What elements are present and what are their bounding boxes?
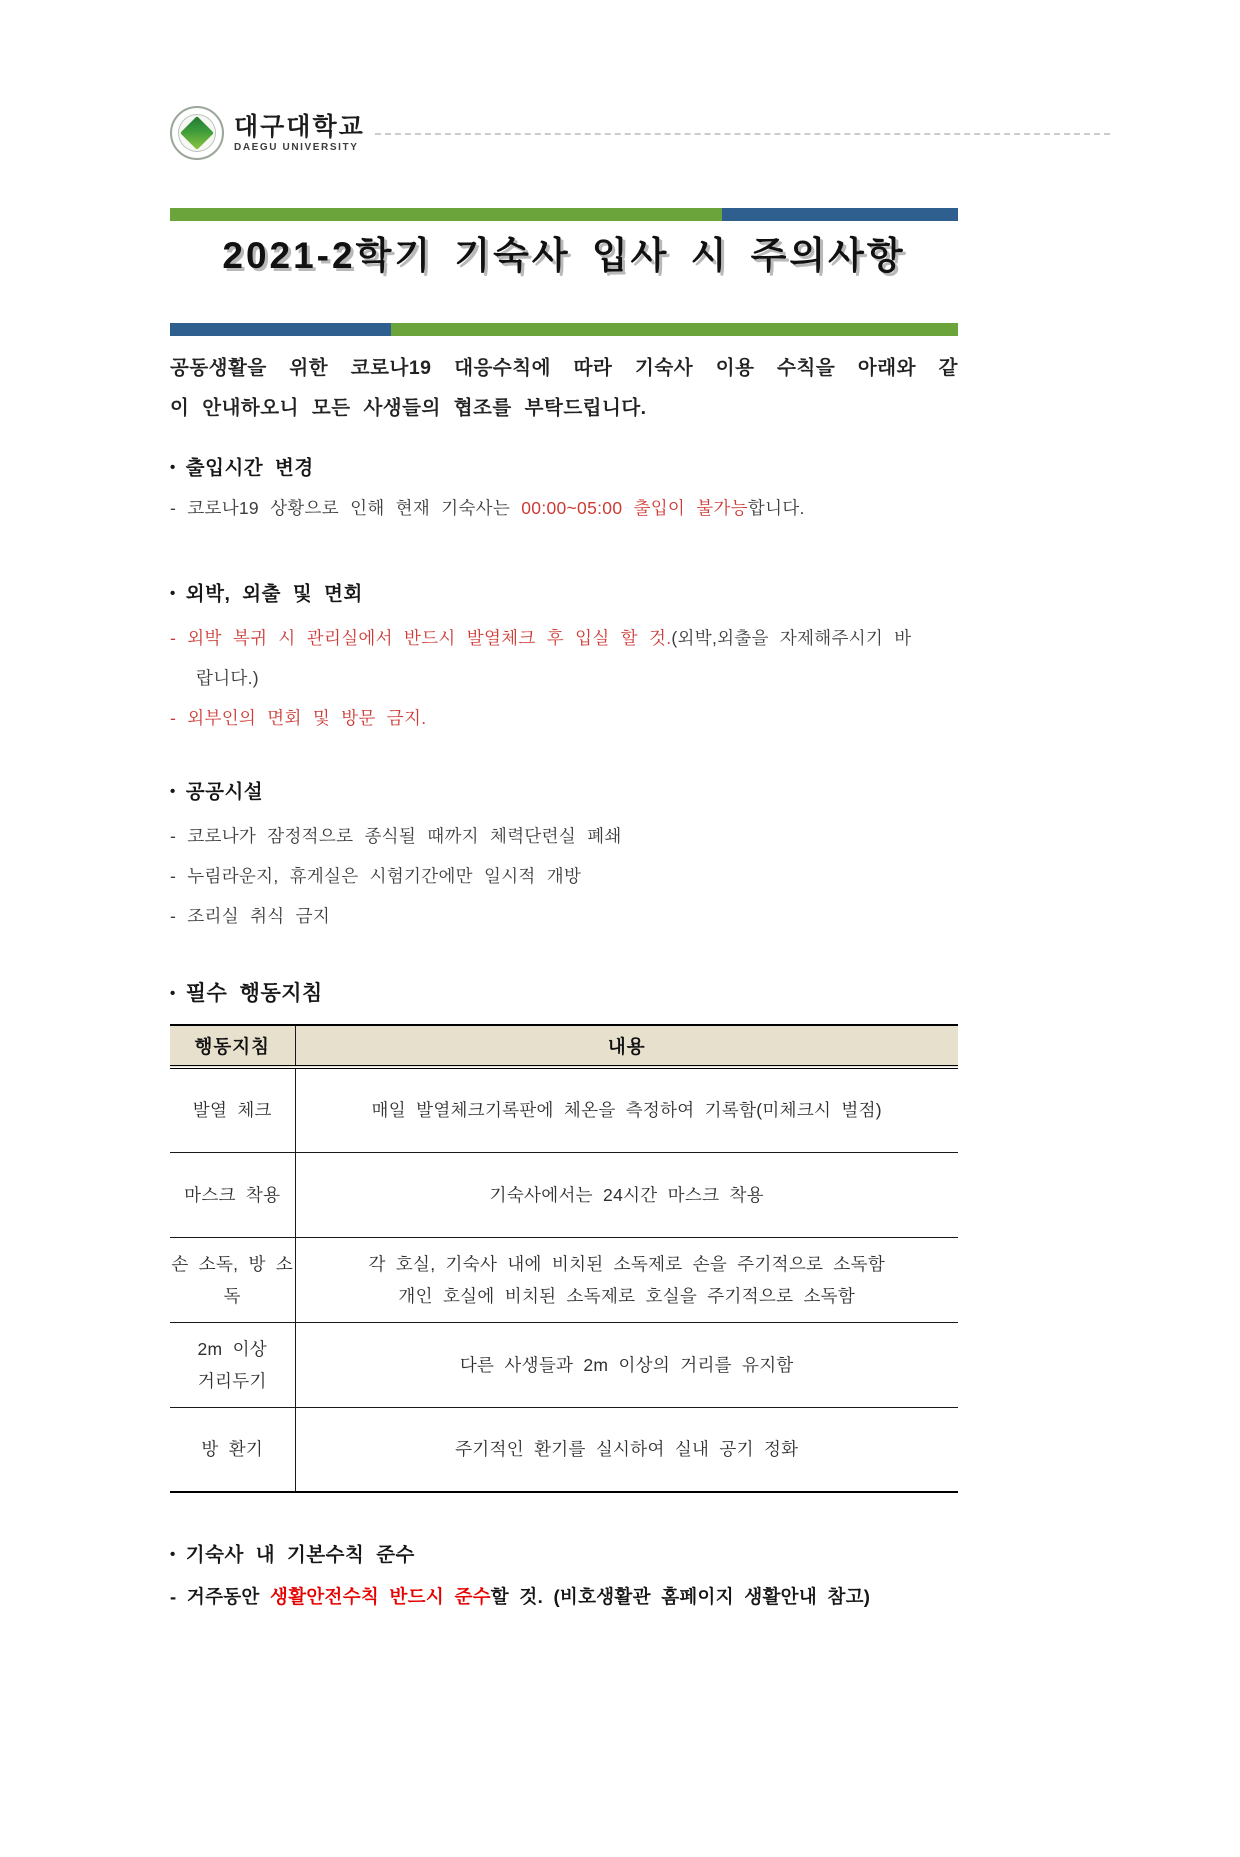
facilities-item: - 누림라운지, 휴게실은 시험기간에만 일시적 개방 <box>170 866 582 886</box>
bullet-icon: • <box>170 1546 176 1563</box>
bullet-icon: • <box>170 985 176 1002</box>
intro-line-1: 공동생활을 위한 코로나19 대응수칙에 따라 기숙사 이용 수칙을 아래와 같 <box>170 357 958 379</box>
facilities-item: - 조리실 취식 금지 <box>170 906 331 926</box>
section-heading-facilities <box>170 778 958 808</box>
outing-item1-paren-text: (외박,외출을 자제해주시기 바 <box>671 628 912 648</box>
bar-blue-segment <box>170 323 391 336</box>
document-body <box>170 208 958 1617</box>
table-row <box>170 1407 958 1492</box>
section-heading-text: 필수 행동지침 <box>185 982 323 1005</box>
logo-text-block <box>234 113 365 154</box>
header-dotted-divider <box>375 133 1110 135</box>
cell-action-line: 2m 이상 <box>197 1338 267 1359</box>
cell-content-line: 각 호실, 기숙사 내에 비치된 소독제로 손을 주기적으로 소독함 <box>368 1253 886 1274</box>
section-heading-basic-rules <box>170 1541 958 1571</box>
table-row <box>170 1067 958 1152</box>
table-row <box>170 1152 958 1237</box>
outing-item-1-continuation: 랍니다.) <box>196 668 259 688</box>
logo-korean-name: 대구대학교 <box>234 112 365 141</box>
cell-action: 마스크 착용 <box>170 1152 295 1237</box>
cell-content <box>295 1237 958 1322</box>
bar-blue-segment <box>722 208 958 221</box>
entry-time-item <box>170 488 958 528</box>
bar-green-segment <box>391 323 958 336</box>
bar-green-segment <box>170 208 722 221</box>
cell-action: 발열 체크 <box>170 1067 295 1152</box>
outing-item1-red-text: - 외박 복귀 시 관리실에서 반드시 발열체크 후 입실 할 것. <box>170 628 672 648</box>
entry-item-text: - 코로나19 상황으로 인해 현재 기숙사는 <box>170 498 522 518</box>
bullet-icon: • <box>170 585 176 602</box>
page-title: 2021-2학기 기숙사 입사 시 주의사항 <box>222 235 906 276</box>
table-row <box>170 1237 958 1322</box>
cell-content-line: 개인 호실에 비치된 소독제로 호실을 주기적으로 소독함 <box>398 1285 856 1306</box>
logo-diamond-shape <box>180 116 214 150</box>
column-header-content: 내용 <box>295 1025 958 1067</box>
rules-item-tail-text: 할 것. (비호생활관 홈페이지 생활안내 참고) <box>490 1586 871 1607</box>
university-logo-icon <box>170 106 224 160</box>
cell-content: 매일 발열체크기록판에 체온을 측정하여 기록함(미체크시 벌점) <box>295 1067 958 1152</box>
facilities-item: - 코로나가 잠정적으로 종식될 때까지 체력단련실 폐쇄 <box>170 826 622 846</box>
section-heading-text: 공공시설 <box>185 781 264 803</box>
section-heading-text: 외박, 외출 및 면회 <box>185 583 363 605</box>
cell-content: 기숙사에서는 24시간 마스크 착용 <box>295 1152 958 1237</box>
intro-line-2: 이 안내하오니 모든 사생들의 협조를 부탁드립니다. <box>170 397 647 419</box>
cell-action-line: 거리두기 <box>197 1370 267 1391</box>
bullet-icon: • <box>170 459 176 476</box>
outing-item-2 <box>170 698 958 738</box>
guidelines-table <box>170 1024 958 1493</box>
rules-item-text: - 거주동안 <box>170 1586 271 1607</box>
logo-english-name: DAEGU UNIVERSITY <box>234 141 359 153</box>
section-heading-outing <box>170 580 958 610</box>
entry-item-tail-text: 합니다. <box>747 498 805 518</box>
section-heading-guidelines <box>170 980 958 1010</box>
cell-action: 손 소독, 방 소독 <box>170 1237 295 1322</box>
outing-item-1 <box>170 618 958 658</box>
section-heading-entry-time <box>170 454 958 484</box>
section-heading-text: 기숙사 내 기본수칙 준수 <box>185 1544 415 1566</box>
section-heading-text: 출입시간 변경 <box>185 457 314 479</box>
cell-content: 주기적인 환기를 실시하여 실내 공기 정화 <box>455 1439 799 1460</box>
table-row <box>170 1322 958 1407</box>
cell-action <box>170 1322 295 1407</box>
column-header-action: 행동지침 <box>170 1025 295 1067</box>
outing-item2-red-text: - 외부인의 면회 및 방문 금지. <box>170 708 427 728</box>
rules-item-red-text: 생활안전수칙 반드시 준수 <box>270 1586 491 1607</box>
title-accent-bar-top <box>170 208 958 221</box>
basic-rules-item <box>170 1577 958 1617</box>
title-accent-bar-bottom <box>170 323 958 336</box>
university-header <box>170 104 1240 162</box>
bullet-icon: • <box>170 783 176 800</box>
cell-action: 방 환기 <box>170 1407 295 1492</box>
cell-content: 다른 사생들과 2m 이상의 거리를 유지함 <box>295 1322 958 1407</box>
entry-item-red-text: 00:00~05:00 출입이 불가능 <box>521 498 748 518</box>
table-header-row <box>170 1025 958 1067</box>
